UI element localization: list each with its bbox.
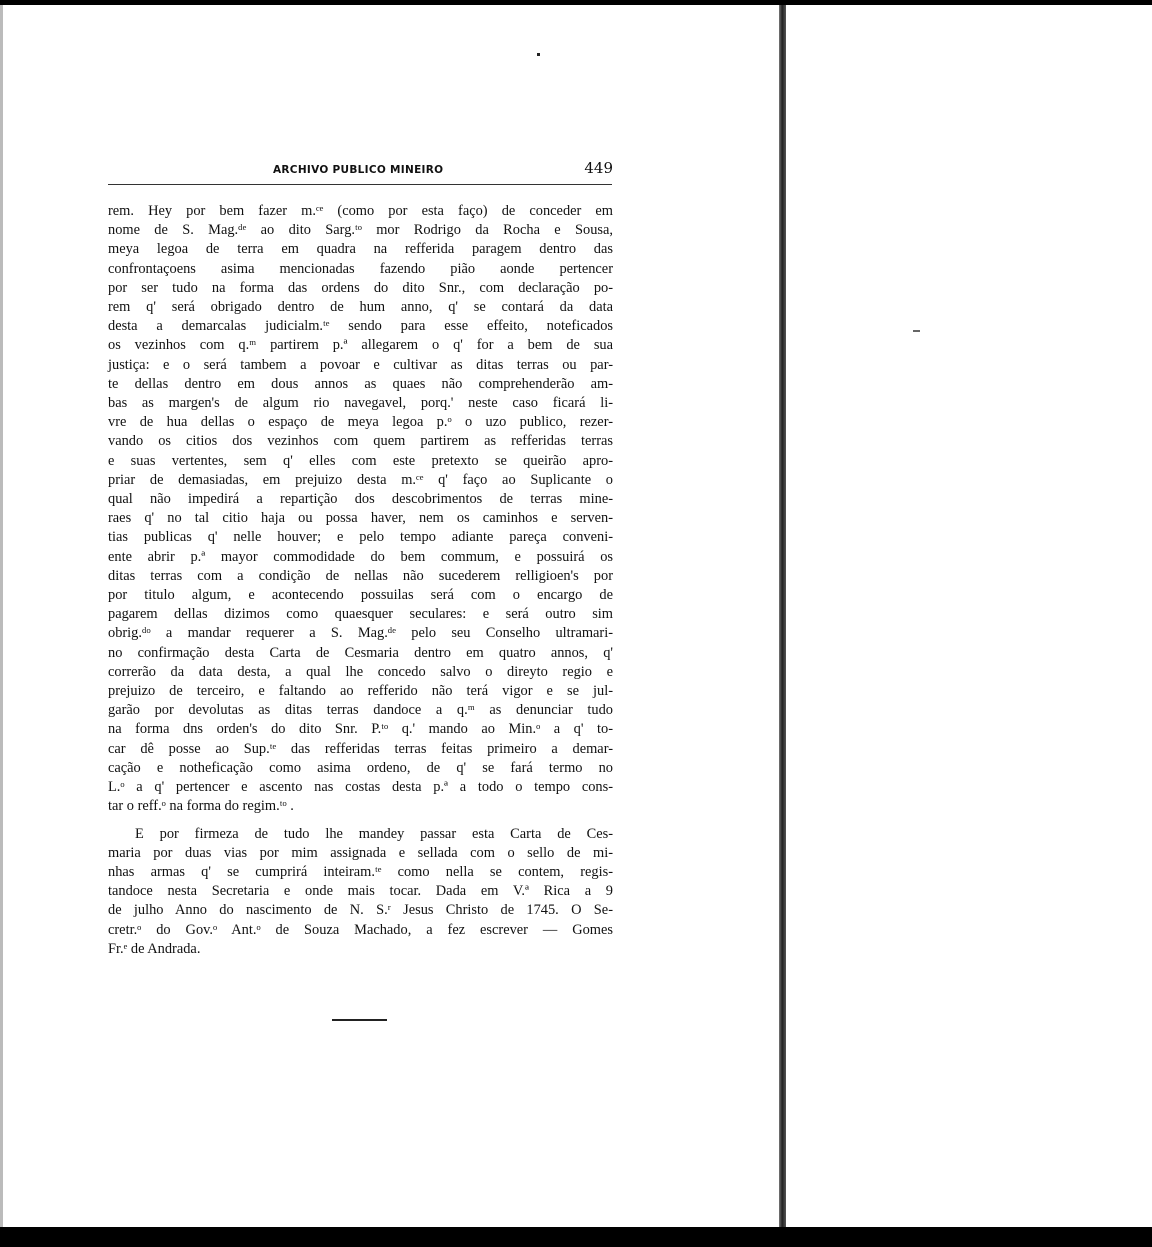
text-line: tias publicas q' nelle houver; e pelo tempo adiante pareça conveni- — [108, 529, 613, 546]
text-line: qual não impedirá a repartição dos descobrimentos de terras mine- — [108, 491, 613, 508]
text-line: raes q' no tal citio haja ou possa haver, nem os caminhos e serven- — [108, 510, 613, 527]
text-line: cação e notheficação como asima ordeno, de q' se fará termo no — [108, 759, 613, 776]
text-line: L.ᵒ a q' pertencer e ascento nas costas desta p.ª a todo o tempo cons- — [108, 779, 613, 796]
text-line: vre de hua dellas o espaço de meya legoa p.ᵒ o uzo publico, rezer- — [108, 414, 613, 431]
text-line: rem. Hey por bem fazer m.ᶜᵉ (como por esta faço) de conceder em — [108, 203, 613, 219]
text-line: tar o reff.ᵒ na forma do regim.ᵗᵒ . — [108, 798, 294, 815]
text-line: meya legoa de terra em quadra na refferida paragem dentro das — [108, 241, 613, 258]
text-line: nome de S. Mag.ᵈᵉ ao dito Sarg.ᵗᵒ mor Rodrigo da Rocha e Sousa, — [108, 222, 613, 239]
text-line: pagarem dellas dizimos como quaesquer seculares: e será outro sim — [108, 606, 613, 623]
text-line: bas as margen's de algum rio navegavel, porq.' neste caso ficará li- — [108, 395, 613, 412]
text-line: priar de demasiadas, em prejuizo desta m.ᶜᵉ q' faço ao Suplicante o — [108, 471, 613, 488]
text-line: nhas armas q' se cumprirá inteiram.ᵗᵉ como nella se contem, regis- — [108, 863, 613, 880]
text-line: de julho Anno do nascimento de N. S.ʳ Jesus Christo de 1745. O Se- — [108, 902, 613, 919]
text-line: E por firmeza de tudo lhe mandey passar esta Carta de Ces- — [135, 825, 613, 842]
text-line: prejuizo de terceiro, e faltando ao refferido não terá vigor e se jul- — [108, 683, 613, 700]
page-edge-shadow — [0, 5, 3, 1227]
page-number: 449 — [584, 159, 613, 177]
text-line: por ser tudo na forma das ordens do dito Snr., com declaração po- — [108, 279, 613, 296]
text-line: cretr.ᵒ do Gov.ᵒ Ant.ᵒ de Souza Machado, a fez escrever — Gomes — [108, 921, 613, 938]
running-title: ARCHIVO PUBLICO MINEIRO — [273, 164, 444, 176]
body-text — [108, 202, 613, 959]
text-line: rem q' será obrigado dentro de hum anno, q' se contará da data — [108, 299, 613, 316]
text-line: tandoce nesta Secretaria e onde mais tocar. Dada em V.ª Rica a 9 — [108, 883, 613, 900]
text-line: no confirmação desta Carta de Cesmaria dentro em quatro annos, q' — [108, 644, 613, 661]
right-page-blank — [786, 5, 1152, 1227]
text-line: na forma dns orden's do dito Snr. P.ᵗᵒ q.' mando ao Min.ᵒ a q' to- — [108, 721, 613, 738]
text-line: te dellas dentro em dous annos as quaes não comprehenderão am- — [108, 375, 613, 392]
paragraph-closing — [108, 825, 613, 959]
text-line: justiça: e o será tambem a povoar e cultivar as ditas terras ou par- — [108, 356, 613, 373]
text-line: e suas vertentes, sem q' elles com este pretexto se queirão apro- — [108, 452, 613, 469]
text-line: obrig.ᵈᵒ a mandar requerer a S. Mag.ᵈᵉ pelo seu Conselho ultramari- — [108, 625, 613, 642]
text-line: os vezinhos com q.ᵐ partirem p.ª allegarem o q' for a bem de sua — [108, 337, 613, 354]
text-line: correrão da data desta, a qual lhe concedo salvo o direyto regio e — [108, 663, 613, 680]
text-line: car dê posse ao Sup.ᵗᵉ das refferidas terras feitas primeiro a demar- — [108, 740, 613, 757]
running-header — [108, 158, 613, 180]
header-rule — [108, 184, 612, 185]
text-line: maria por duas vias por mim assignada e sellada com o sello de mi- — [108, 844, 613, 861]
text-line: garão por devolutas as ditas terras dandoce a q.ᵐ as denunciar tudo — [108, 702, 613, 719]
text-line: desta a demarcalas judicialm.ᵗᵉ sendo para esse effeito, noteficados — [108, 318, 613, 335]
ink-mark — [913, 330, 920, 332]
text-line: confrontaçoens asima mencionadas fazendo pião aonde pertencer — [108, 260, 613, 277]
ink-speck — [537, 53, 540, 56]
book-gutter — [779, 5, 786, 1227]
text-line: ditas terras com a condição de nellas não sucederem relligioen's por — [108, 567, 613, 584]
paragraph-grant — [108, 202, 613, 817]
text-line: Fr.ᵉ de Andrada. — [108, 940, 201, 957]
text-line: vando os citios dos vezinhos com quem partirem as refferidas terras — [108, 433, 613, 450]
end-rule — [332, 1019, 387, 1021]
text-line: por titulo algum, e acontecendo possuilas será com o encargo de — [108, 587, 613, 604]
text-line: ente abrir p.ª mayor commodidade do bem commum, e possuirá os — [108, 548, 613, 565]
